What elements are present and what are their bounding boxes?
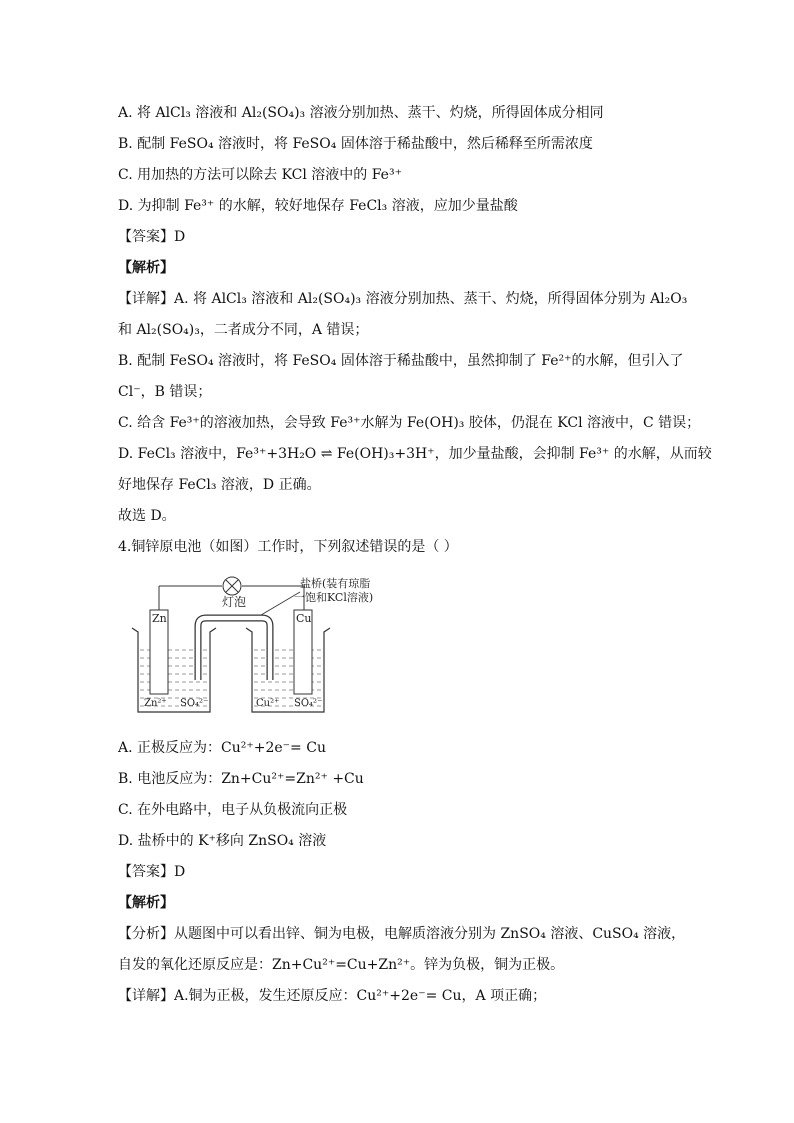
q4-question: 4.铜锌原电池（如图）工作时，下列叙述错误的是（ ） [118, 539, 458, 555]
q4-answer: 【答案】D [118, 864, 186, 880]
galvanic-cell-figure [128, 570, 388, 720]
right-sulfate-label: SO₄²⁻ [294, 698, 323, 709]
q4-analysis-line-1: 【分析】从题图中可以看出锌、铜为电极，电解质溶液分别为 ZnSO₄ 溶液、CuSO₄ 溶液， [118, 926, 686, 942]
q3-conclusion: 故选 D。 [118, 508, 176, 524]
q4-detail-a: 【详解】A.铜为正极，发生还原反应：Cu²⁺+2e⁻= Cu，A 项正确； [118, 988, 547, 1004]
cu-ion-label: Cu²⁺ [256, 698, 280, 709]
q4-option-c: C. 在外电路中，电子从负极流向正极 [118, 802, 348, 818]
cu-label: Cu [296, 612, 312, 625]
q3-detail-line-4: Cl⁻，B 错误； [118, 384, 212, 400]
q3-detail-line-2: 和 Al₂(SO₄)₃，二者成分不同，A 错误； [118, 322, 369, 338]
left-sulfate-label: SO₄²⁻ [180, 698, 209, 709]
q3-option-b: B. 配制 FeSO₄ 溶液时，将 FeSO₄ 固体溶于稀盐酸中，然后稀释至所需浓度 [118, 136, 593, 152]
zn-ion-label: Zn²⁺ [144, 698, 167, 709]
salt-bridge-label-line-1: 盐桥(装有琼脂 [300, 577, 371, 590]
salt-bridge-label-line-2: 一饱和KCl溶液) [294, 591, 374, 604]
q3-detail-line-1: 【详解】A. 将 AlCl₃ 溶液和 Al₂(SO₄)₃ 溶液分别加热、蒸干、灼烧，所得固体分别为 Al₂O₃ [118, 291, 688, 307]
q3-detail-line-6: D. FeCl₃ 溶液中，Fe³⁺+3H₂O ⇌ Fe(OH)₃+3H⁺，加少量盐酸，会抑制 Fe³⁺ 的水解，从而较 [118, 446, 712, 462]
bulb-label: 灯泡 [222, 595, 247, 609]
q3-option-c: C. 用加热的方法可以除去 KCl 溶液中的 Fe³⁺ [118, 167, 402, 183]
q3-option-a: A. 将 AlCl₃ 溶液和 Al₂(SO₄)₃ 溶液分别加热、蒸干、灼烧，所得固体成分相同 [118, 105, 604, 121]
zn-label: Zn [152, 612, 167, 625]
q3-detail-line-3: B. 配制 FeSO₄ 溶液时，将 FeSO₄ 固体溶于稀盐酸中，虽然抑制了 Fe²⁺的水解，但引入了 [118, 353, 684, 369]
bulb-icon [223, 577, 241, 595]
q4-option-b: B. 电池反应为：Zn+Cu²⁺=Zn²⁺ +Cu [118, 771, 364, 787]
q4-option-a: A. 正极反应为：Cu²⁺+2e⁻= Cu [118, 740, 326, 756]
q4-analysis-line-2: 自发的氧化还原反应是：Zn+Cu²⁺=Cu+Zn²⁺。锌为负极，铜为正极。 [118, 957, 565, 973]
q3-detail-line-7: 好地保存 FeCl₃ 溶液，D 正确。 [118, 477, 321, 493]
q3-option-d: D. 为抑制 Fe³⁺ 的水解，较好地保存 FeCl₃ 溶液，应加少量盐酸 [118, 198, 518, 214]
galvanic-cell-diagram [128, 570, 388, 720]
q3-analysis-heading: 【解析】 [118, 260, 174, 276]
q3-detail-line-5: C. 给含 Fe³⁺的溶液加热，会导致 Fe³⁺水解为 Fe(OH)₃ 胶体，仍混在 KCl 溶液中，C 错误； [118, 415, 701, 431]
q3-answer: 【答案】D [118, 229, 186, 245]
q4-analysis-heading: 【解析】 [118, 895, 174, 911]
q4-option-d: D. 盐桥中的 K⁺移向 ZnSO₄ 溶液 [118, 833, 327, 849]
salt-bridge [198, 618, 270, 680]
